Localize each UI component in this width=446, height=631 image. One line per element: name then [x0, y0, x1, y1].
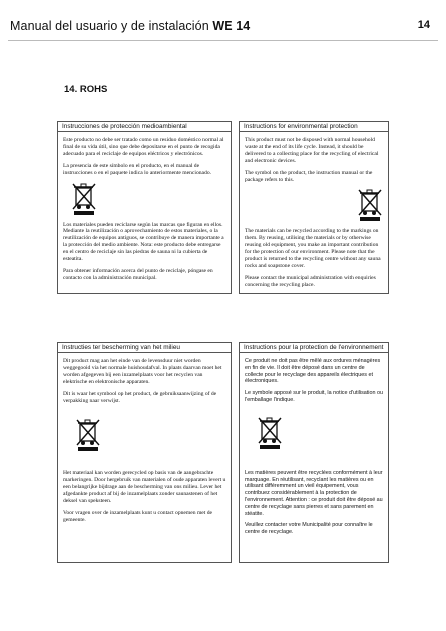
box-paragraph: Para obtener información acerca del punto de reciclaje, póngase en contacto con la administración municipal. — [63, 267, 213, 281]
box-paragraph: La presencia de este símbolo en el producto, en el manual de instrucciones o en el paquete indica lo anteriormente mencionado. — [63, 162, 212, 176]
box-paragraph: The materials can be recycled according to the markings on them. By reusing, utilising the materials or by otherwise reusing old equipment, you make an important contribution for the protection of our environment. Please note that the product is returned to the recycling centre without any sauna rocks and soapstone cover. — [245, 228, 381, 269]
environment-box-french — [239, 342, 389, 563]
box-paragraph: Ce produit ne doit pas être mêlé aux ordures ménagères en fin de vie. Il doit être déposé dans un centre de collecte pour le recyclage des appareils électriques et électroniques. — [245, 358, 381, 385]
box-paragraph: Het materiaal kan worden gerecycled op basis van de aangebrachte markeringen. Door hergebruik van materialen of oude apparaten levert u een belangrijke bijdrage aan de bescherming van ons milieu. Lever het afgedankte product af bij de inzamelplaats zonder saunastenen of het deksel van speksteen. — [63, 470, 226, 505]
box-heading: Instructies ter bescherming van het milieu — [58, 343, 231, 353]
box-heading: Instrucciones de protección medioambiental — [58, 122, 231, 132]
box-paragraph: Dit is waar het symbool op het product, de gebruiksaanwijzing of de verpakking naar verwijst. — [63, 390, 217, 404]
box-paragraph: Please contact the municipal administration with enquiries concerning the recycling place. — [245, 274, 376, 288]
manual-title: Manual del usuario y de instalación WE 14 — [10, 19, 251, 33]
environment-box-dutch — [57, 342, 232, 563]
environment-box-spanish — [57, 121, 232, 294]
weee-bin-icon — [75, 418, 226, 452]
box-heading: Instructions for environmental protection — [240, 122, 388, 132]
box-paragraph: The symbol on the product, the instruction manual or the package refers to this. — [245, 169, 373, 183]
environment-box-english — [239, 121, 389, 294]
box-paragraph: Los materiales pueden reciclarse según las marcas que figuran en ellos. Mediante la reutilización o aprovechamiento de estos materiales, o la reutilización de equipos antiguos, se contribuye de manera importante a la protección del medio ambiente. Nota: este producto debe entregarse en el centro de reciclaje sin las piedras de sauna ni la cubierta de esteatita. — [63, 221, 224, 263]
weee-bin-icon — [71, 182, 226, 216]
page-header — [0, 0, 446, 46]
model-name: WE 14 — [212, 19, 251, 33]
page-number: 14 — [417, 19, 430, 31]
box-paragraph: Les matières peuvent être recyclées conformément à leur marquage. En réutilisant, recyclant les matières ou en utilisant différemment un vieil équipement, vous contribuez considérablement à la protection de l'environnement. Attention : ce produit doit être déposé au centre de recyclage sans pierres et sans parement en stéatite. — [245, 469, 383, 517]
box-heading: Instructions pour la protection de l'environnement — [240, 343, 388, 353]
box-paragraph: Este producto no debe ser tratado como un residuo doméstico normal al final de su vida útil, sino que debe depositarse en el punto de recogida adecuado para el reciclaje de equipos eléctricos y electrónicos. — [63, 137, 224, 157]
box-paragraph: This product must not be disposed with normal household waste at the end of its life cycle. Instead, it should be delivered to a collecting place for the recycling of electrical and electronic devices. — [245, 137, 379, 164]
section-title: 14. ROHS — [64, 84, 108, 95]
header-divider — [8, 40, 438, 41]
box-paragraph: Le symbole apposé sur le produit, la notice d'utilisation ou l'emballage l'indique. — [245, 390, 383, 403]
weee-bin-icon — [257, 416, 383, 450]
box-paragraph: Veuillez contacter votre Municipalité pour connaître le centre de recyclage. — [245, 522, 373, 536]
weee-bin-icon — [357, 188, 383, 222]
box-paragraph: Dit product mag aan het einde van de levensduur niet worden weggegooid via het normale huishoudafval. In plaats daarvan moet het worden afgegeven bij een inzamelplaats voor het recyclen van elektrische en elektronische apparaten. — [63, 358, 222, 385]
box-paragraph: Voor vragen over de inzamelplaats kunt u contact opnemen met de gemeente. — [63, 509, 213, 523]
